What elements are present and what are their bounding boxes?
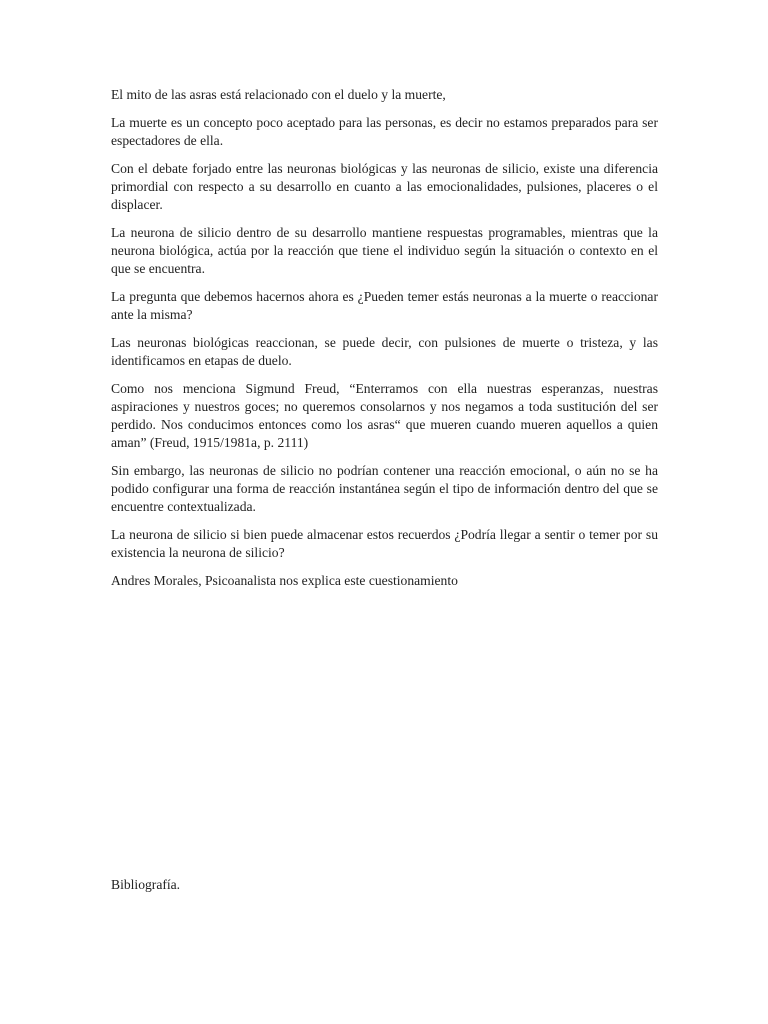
bibliography-heading: Bibliografía. xyxy=(111,877,181,892)
paragraph-intro: El mito de las asras está relacionado con el duelo y la muerte, xyxy=(111,87,446,102)
paragraph-biological-neurons: Las neuronas biológicas reaccionan, se puede decir, con pulsiones de muerte o tristeza, y las identificamos en etapas de duelo. xyxy=(111,335,658,368)
paragraph-question: La pregunta que debemos hacernos ahora es ¿Pueden temer estás neuronas a la muerte o reaccionar ante la misma? xyxy=(111,289,658,322)
paragraph-author-note: Andres Morales, Psicoanalista nos explica este cuestionamiento xyxy=(111,573,458,588)
paragraph-death-concept: La muerte es un concepto poco aceptado para las personas, es decir no estamos preparados para ser espectadores de ella. xyxy=(111,115,658,148)
paragraph-memory-question: La neurona de silicio si bien puede almacenar estos recuerdos ¿Podría llegar a sentir o temer por su existencia la neurona de silicio? xyxy=(111,527,658,560)
paragraph-debate: Con el debate forjado entre las neuronas biológicas y las neuronas de silicio, existe una diferencia primordial con respecto a su desarrollo en cuanto a las emocionalidades, pulsiones, placeres o el displacer. xyxy=(111,161,658,212)
paragraph-silicon-neuron: La neurona de silicio dentro de su desarrollo mantiene respuestas programables, mientras que la neurona biológica, actúa por la reacción que tiene el individuo según la situación o contexto en el que se encuentra. xyxy=(111,225,658,276)
paragraph-however: Sin embargo, las neuronas de silicio no podrían contener una reacción emocional, o aún no se ha podido configurar una forma de reacción instantánea según el tipo de información dentro del que se encuentre contextualizada. xyxy=(111,463,658,514)
document-body xyxy=(111,86,658,600)
paragraph-freud-quote: Como nos menciona Sigmund Freud, “Enterramos con ella nuestras esperanzas, nuestras aspiraciones y nuestros goces; no queremos consolarnos y nos negamos a toda sustitución del ser perdido. Nos conducimos entonces como los asras“ que mueren cuando mueren aquellos a quien aman” (Freud, 1915/1981a, p. 2111) xyxy=(111,381,658,450)
